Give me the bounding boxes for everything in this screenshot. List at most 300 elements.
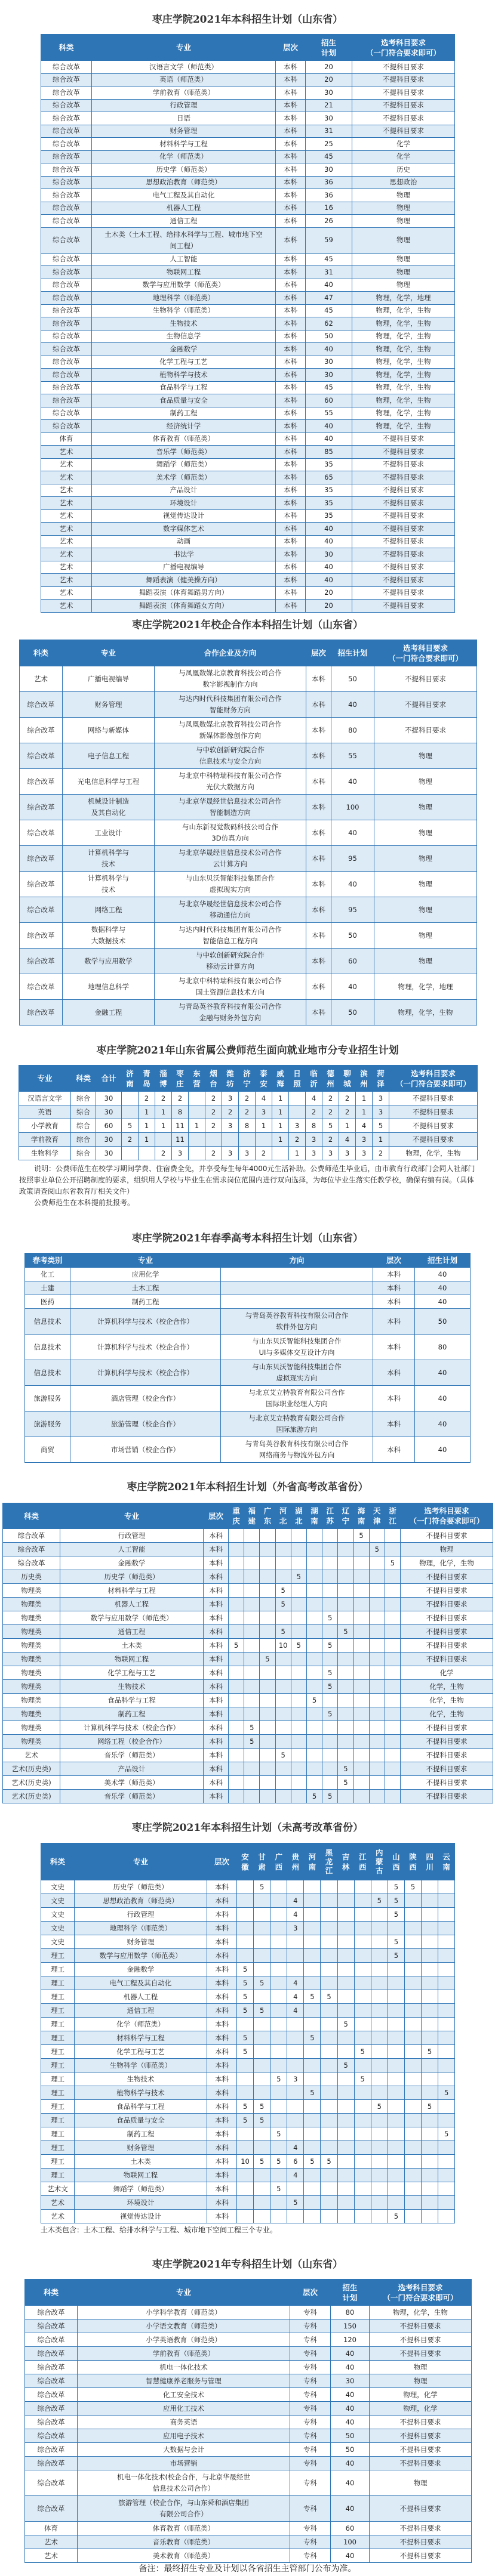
- table-cell: 3: [222, 1119, 239, 1133]
- table-cell: [337, 2141, 354, 2155]
- table-row: [3, 1556, 493, 1570]
- table-cell: [371, 1963, 388, 1976]
- table-cell: 与北京艾立特教育有限公司合作 国际旅游方向: [221, 1411, 373, 1437]
- table-cell: 2: [205, 1147, 222, 1160]
- table-row: [41, 2100, 455, 2114]
- table-cell: [337, 2100, 354, 2114]
- table-cell: 生物技术: [60, 1680, 204, 1694]
- table-cell: [369, 1598, 385, 1611]
- table-cell: [260, 1529, 275, 1543]
- table-cell: 50: [331, 2429, 370, 2443]
- table-cell: 40: [331, 974, 374, 1000]
- table-cell: 本科: [276, 484, 306, 497]
- table-row: [41, 586, 455, 600]
- table-cell: [369, 1625, 385, 1639]
- table-cell: [221, 1295, 373, 1309]
- table-cell: [354, 2100, 371, 2114]
- table-cell: [229, 1598, 244, 1611]
- table-cell: [404, 2196, 421, 2210]
- table-cell: [388, 2114, 404, 2127]
- table-cell: 3: [373, 1105, 389, 1119]
- column-header: 黑 龙 江: [321, 1843, 337, 1880]
- table-cell: 电气工程及其自动化: [75, 1976, 207, 1990]
- table-cell: [438, 1963, 455, 1976]
- table-cell: [369, 1694, 385, 1707]
- table-cell: 不提科目要求: [401, 1735, 493, 1749]
- table-cell: 数字媒体艺术: [92, 523, 276, 536]
- table-cell: 综合改革: [41, 253, 92, 266]
- table-cell: [275, 1680, 291, 1694]
- table-cell: 计算机科学与 技术: [63, 872, 155, 897]
- table-cell: 本科: [204, 1639, 229, 1653]
- table-cell: 55: [331, 743, 374, 769]
- table-cell: [254, 1922, 270, 1935]
- table-cell: 制药工程: [70, 1295, 221, 1309]
- table-cell: 60: [306, 394, 352, 407]
- table-cell: 20: [306, 61, 352, 74]
- table-cell: [337, 1949, 354, 1963]
- table-cell: 本科: [276, 279, 306, 292]
- table-cell: [404, 2100, 421, 2114]
- table-cell: [371, 2004, 388, 2018]
- table-cell: 专科: [290, 2374, 331, 2388]
- table-cell: 综合改革: [25, 2388, 78, 2402]
- table-cell: 物理，化学，地理: [374, 974, 477, 1000]
- table-cell: 本科: [207, 2100, 237, 2114]
- table-cell: 机器人工程: [60, 1598, 204, 1611]
- table-cell: 本科: [306, 795, 331, 820]
- table-cell: 动画: [92, 535, 276, 548]
- table-cell: 本科: [207, 2127, 237, 2141]
- table-cell: 计算机科学与 技术: [63, 846, 155, 872]
- table-cell: [321, 2072, 337, 2086]
- table-cell: [369, 1570, 385, 1584]
- table-cell: 本科: [207, 2072, 237, 2086]
- table-cell: 物理，化学，地理: [352, 292, 455, 305]
- table-cell: 综合改革: [41, 266, 92, 279]
- table-cell: [321, 2059, 337, 2072]
- table-cell: 不提科目要求: [389, 1119, 478, 1133]
- table-cell: 20: [306, 586, 352, 600]
- table-cell: 本科: [276, 586, 306, 600]
- table-cell: 本科: [276, 574, 306, 587]
- header-row: [25, 2280, 472, 2306]
- table-cell: 不提科目要求: [401, 1749, 493, 1762]
- table-cell: 思想政治教育（师范类）: [75, 1894, 207, 1908]
- table-cell: 制药工程: [92, 407, 276, 420]
- table-cell: 旅游管理（校企合作）: [70, 1411, 221, 1437]
- table-cell: 综合改革: [41, 176, 92, 189]
- table-cell: [422, 2210, 438, 2223]
- table-cell: [422, 2086, 438, 2100]
- table-cell: [322, 1529, 338, 1543]
- table-cell: 文史: [41, 1935, 75, 1949]
- table-cell: 艺术: [25, 2549, 78, 2563]
- table-cell: [354, 1949, 371, 1963]
- table-cell: [354, 1935, 371, 1949]
- table-cell: 体育教育（师范类）: [92, 433, 276, 446]
- table-cell: 本科: [373, 1268, 415, 1281]
- table-cell: 物理，化学: [370, 2402, 472, 2416]
- table-cell: 1: [272, 1119, 289, 1133]
- column-header: 层次: [306, 640, 331, 666]
- table-cell: [270, 1949, 287, 1963]
- table-cell: [272, 1147, 289, 1160]
- table-cell: 5: [291, 1570, 306, 1584]
- table-cell: [353, 1653, 369, 1666]
- table-cell: [321, 2031, 337, 2045]
- table-cell: [291, 1762, 306, 1776]
- table-cell: 不提科目要求: [352, 73, 455, 87]
- table-cell: [371, 2072, 388, 2086]
- table-cell: 40: [306, 561, 352, 574]
- table-cell: [254, 2182, 270, 2196]
- table-cell: [254, 1935, 270, 1949]
- table-cell: 不提科目要求: [370, 2429, 472, 2443]
- column-header: 招生计划: [331, 640, 374, 666]
- table-cell: 综合改革: [3, 1529, 60, 1543]
- table-cell: [260, 1639, 275, 1653]
- table-cell: 不提科目要求: [370, 2333, 472, 2347]
- table-cell: 1: [356, 1092, 373, 1105]
- table-cell: 综合改革: [20, 897, 63, 923]
- table-cell: 化学，生物: [401, 1707, 493, 1721]
- table-cell: 11: [172, 1119, 189, 1133]
- table-cell: [354, 2086, 371, 2100]
- table-cell: [404, 1976, 421, 1990]
- table-cell: 专科: [290, 2522, 331, 2535]
- table-cell: [353, 1776, 369, 1790]
- table-cell: [270, 2196, 287, 2210]
- table-cell: 综合改革: [20, 923, 63, 949]
- table-cell: 本科: [373, 1335, 415, 1360]
- table-cell: [422, 2059, 438, 2072]
- table-row: [41, 330, 455, 343]
- table-cell: [369, 1639, 385, 1653]
- table-cell: 材料科学与工程: [92, 138, 276, 151]
- table-cell: 物理，化学: [370, 2388, 472, 2402]
- table-cell: [244, 1707, 260, 1721]
- table-cell: 5: [304, 2086, 321, 2100]
- table-cell: [422, 1922, 438, 1935]
- table-cell: 本科: [207, 2169, 237, 2182]
- table-cell: [422, 2114, 438, 2127]
- table-cell: 40: [331, 872, 374, 897]
- table-cell: 3: [306, 1133, 322, 1147]
- table-cell: 5: [337, 2059, 354, 2072]
- table-cell: [306, 1529, 322, 1543]
- table-cell: [254, 2141, 270, 2155]
- table-cell: [189, 1133, 205, 1147]
- table-row: [3, 1749, 493, 1762]
- column-header: 临 沂: [306, 1065, 322, 1092]
- table-cell: 本科: [276, 150, 306, 163]
- table-cell: [337, 2155, 354, 2169]
- table-cell: [244, 1776, 260, 1790]
- table-cell: [354, 2114, 371, 2127]
- table-cell: 80: [331, 718, 374, 743]
- column-header: 福 建: [244, 1503, 260, 1529]
- table-cell: [322, 1584, 338, 1598]
- table-cell: 综合改革: [20, 820, 63, 846]
- table-cell: 不提科目要求: [370, 2443, 472, 2457]
- column-header: 层次: [207, 1843, 237, 1880]
- table-row: [41, 471, 455, 484]
- table-cell: 36: [306, 189, 352, 202]
- table-row: [41, 2114, 455, 2127]
- table-cell: 1: [373, 1133, 389, 1147]
- table-cell: [321, 1935, 337, 1949]
- column-header: 内 蒙 古: [371, 1843, 388, 1880]
- table-cell: 本科: [204, 1584, 229, 1598]
- table-cell: 工业设计: [63, 820, 155, 846]
- table-cell: [122, 1147, 139, 1160]
- table-cell: 本科: [207, 1949, 237, 1963]
- table-cell: [338, 1666, 353, 1680]
- table-row: [20, 949, 477, 974]
- table-row: [41, 112, 455, 125]
- table-cell: [237, 1922, 254, 1935]
- table-cell: 思想政治教育（师范类）: [92, 176, 276, 189]
- table-cell: 艺术(历史类): [3, 1762, 60, 1776]
- table-cell: 物理类: [3, 1639, 60, 1653]
- table-cell: 物理类: [3, 1611, 60, 1625]
- table-cell: 不提科目要求: [352, 497, 455, 510]
- table-cell: [291, 1598, 306, 1611]
- table-cell: [388, 2196, 404, 2210]
- table-cell: [337, 2210, 354, 2223]
- table-row: [25, 2457, 472, 2470]
- table-cell: [422, 1935, 438, 1949]
- table-cell: 31: [306, 125, 352, 138]
- table-cell: 1: [256, 1119, 272, 1133]
- table-cell: [422, 2196, 438, 2210]
- table-cell: [221, 1281, 373, 1295]
- table-cell: [270, 2100, 287, 2114]
- table-cell: 4: [287, 1976, 304, 1990]
- table-cell: 土木类: [75, 2155, 207, 2169]
- table-cell: 物理: [374, 743, 477, 769]
- column-header: 江 西: [354, 1843, 371, 1880]
- table-cell: [422, 2018, 438, 2031]
- table-cell: 不提科目要求: [352, 484, 455, 497]
- table-cell: 4: [356, 1119, 373, 1133]
- table-cell: 5: [270, 2127, 287, 2141]
- table-cell: [371, 1976, 388, 1990]
- table-cell: 艺术(历史类): [3, 1776, 60, 1790]
- table-cell: 不提科目要求: [401, 1653, 493, 1666]
- table-cell: 市场营销: [78, 2457, 290, 2470]
- table-row: [20, 795, 477, 820]
- note-text: 土木类包含：土木工程、给排水科学与工程、城市地下空间工程三个专业。: [41, 2226, 278, 2234]
- column-header: 重 庆: [229, 1503, 244, 1529]
- table-cell: [422, 1963, 438, 1976]
- table-cell: 1: [289, 1147, 306, 1160]
- table-cell: [354, 2004, 371, 2018]
- table-cell: 广播电视编导: [92, 561, 276, 574]
- table-cell: [275, 1529, 291, 1543]
- column-header: 选考科目要求 （一门符合要求即可）: [389, 1065, 478, 1092]
- plan-table: [41, 1843, 455, 2223]
- table-cell: 35: [306, 497, 352, 510]
- table-cell: 5: [270, 2182, 287, 2196]
- table-cell: 数据科学与 大数据技术: [63, 923, 155, 949]
- table-cell: [422, 2004, 438, 2018]
- table-cell: 综合改革: [20, 769, 63, 795]
- table-cell: 本科: [207, 2059, 237, 2072]
- table-cell: [353, 1584, 369, 1598]
- table-cell: 学前教育（师范类）: [78, 2347, 290, 2361]
- table-cell: 45: [306, 253, 352, 266]
- table-cell: [338, 1639, 353, 1653]
- table-row: [25, 2361, 472, 2374]
- table-cell: 物理类: [3, 1735, 60, 1749]
- table-cell: [306, 1584, 322, 1598]
- table-row: [19, 1105, 478, 1119]
- table-cell: 计算机科学与技术（校企合作）: [60, 1721, 204, 1735]
- column-header: 春考类别: [25, 1253, 70, 1268]
- table-cell: 小学英语教育（师范类）: [78, 2333, 290, 2347]
- column-header: 科类: [41, 1843, 75, 1880]
- table-cell: [337, 1908, 354, 1922]
- column-header: 合计: [96, 1065, 122, 1092]
- table-cell: 本科: [207, 2004, 237, 2018]
- column-header: 海 南: [353, 1503, 369, 1529]
- table-cell: 不提科目要求: [352, 112, 455, 125]
- column-header: 山 西: [388, 1843, 404, 1880]
- table-cell: [275, 1762, 291, 1776]
- table-cell: 4: [287, 1894, 304, 1908]
- table-row: [20, 974, 477, 1000]
- table-cell: 网络工程（校企合作）: [60, 1735, 204, 1749]
- table-cell: [422, 1976, 438, 1990]
- table-cell: [354, 2210, 371, 2223]
- table-cell: [385, 1653, 400, 1666]
- table-cell: 音乐教育（师范类）: [78, 2535, 290, 2549]
- column-header: 烟 台: [205, 1065, 222, 1092]
- column-header: 青 岛: [139, 1065, 155, 1092]
- table-cell: 物理，化学，生物: [389, 1147, 478, 1160]
- table-cell: 本科: [207, 2045, 237, 2059]
- table-cell: 土木类: [60, 1639, 204, 1653]
- table-cell: 物理类: [3, 1653, 60, 1666]
- table-cell: 40: [331, 2470, 370, 2496]
- table-cell: [371, 2059, 388, 2072]
- table-cell: [304, 1894, 321, 1908]
- table-cell: [404, 2031, 421, 2045]
- table-cell: [354, 2031, 371, 2045]
- table-cell: 广播电视编导: [63, 666, 155, 692]
- table-cell: [291, 1625, 306, 1639]
- table-cell: 酒店管理（校企合作）: [70, 1386, 221, 1411]
- table-cell: [270, 1880, 287, 1894]
- table-cell: 不提科目要求: [352, 561, 455, 574]
- table-cell: [321, 2100, 337, 2114]
- table-cell: 艺术: [41, 586, 92, 600]
- table-row: [41, 266, 455, 279]
- table-cell: 综合改革: [20, 974, 63, 1000]
- table-cell: [337, 2114, 354, 2127]
- column-header: 方向: [221, 1253, 373, 1268]
- table-row: [41, 433, 455, 446]
- table-cell: 30: [96, 1105, 122, 1119]
- table-cell: 专科: [290, 2496, 331, 2522]
- table-cell: 5: [369, 1543, 385, 1556]
- table-cell: [229, 1762, 244, 1776]
- table-cell: 与青岛英谷教育科技有限公司合作 软件外包方向: [221, 1309, 373, 1335]
- table-cell: [229, 1680, 244, 1694]
- table-cell: [254, 1963, 270, 1976]
- table-cell: 舞蹈表演（体育舞蹈女方向）: [92, 600, 276, 613]
- table-cell: 3: [373, 1092, 389, 1105]
- table-cell: [260, 1666, 275, 1680]
- table-cell: [388, 2127, 404, 2141]
- table-cell: 40: [331, 2347, 370, 2361]
- table-cell: [291, 1694, 306, 1707]
- table-cell: [353, 1721, 369, 1735]
- table-cell: 26: [306, 215, 352, 228]
- table-row: [41, 2182, 455, 2196]
- table-row: [41, 87, 455, 100]
- table-cell: [260, 1625, 275, 1639]
- table-cell: 本科: [204, 1666, 229, 1680]
- table-cell: 财务管理: [75, 2141, 207, 2155]
- table-cell: 汉语言文学（师范类）: [92, 61, 276, 74]
- table-cell: [353, 1707, 369, 1721]
- table-row: [41, 600, 455, 613]
- table-cell: [260, 1694, 275, 1707]
- table-cell: [270, 1990, 287, 2004]
- table-cell: 计算机科学与技术（校企合作）: [70, 1335, 221, 1360]
- table-cell: [385, 1639, 400, 1653]
- table-row: [41, 2072, 455, 2086]
- table-cell: [237, 2210, 254, 2223]
- column-header: 科类: [25, 2280, 78, 2306]
- table-cell: 机械设计制造 及其自动化: [63, 795, 155, 820]
- table-cell: 专科: [290, 2429, 331, 2443]
- table-row: [41, 407, 455, 420]
- table-cell: [254, 2072, 270, 2086]
- table-cell: [338, 1611, 353, 1625]
- table-row: [41, 1935, 455, 1949]
- table-cell: [254, 2169, 270, 2182]
- table-cell: 80: [415, 1335, 471, 1360]
- table-cell: [254, 2045, 270, 2059]
- table-cell: 不提科目要求: [352, 61, 455, 74]
- table-cell: [270, 2059, 287, 2072]
- table-row: [3, 1707, 493, 1721]
- table-cell: 艺术: [41, 484, 92, 497]
- table-row: [20, 743, 477, 769]
- table-cell: [422, 1894, 438, 1908]
- table-cell: 本科: [204, 1694, 229, 1707]
- table-row: [41, 343, 455, 356]
- table-cell: 本科: [207, 1908, 237, 1922]
- table-row: [41, 99, 455, 112]
- table-cell: [422, 1880, 438, 1894]
- table-cell: [189, 1105, 205, 1119]
- table-cell: 旅游服务: [25, 1386, 70, 1411]
- table-row: [41, 189, 455, 202]
- table-row: [3, 1598, 493, 1611]
- table-cell: [353, 1790, 369, 1803]
- table-cell: [353, 1735, 369, 1749]
- table-cell: 2: [205, 1119, 222, 1133]
- table-cell: [254, 1949, 270, 1963]
- table-cell: 2: [322, 1092, 339, 1105]
- table-cell: 5: [244, 1735, 260, 1749]
- table-cell: [388, 1990, 404, 2004]
